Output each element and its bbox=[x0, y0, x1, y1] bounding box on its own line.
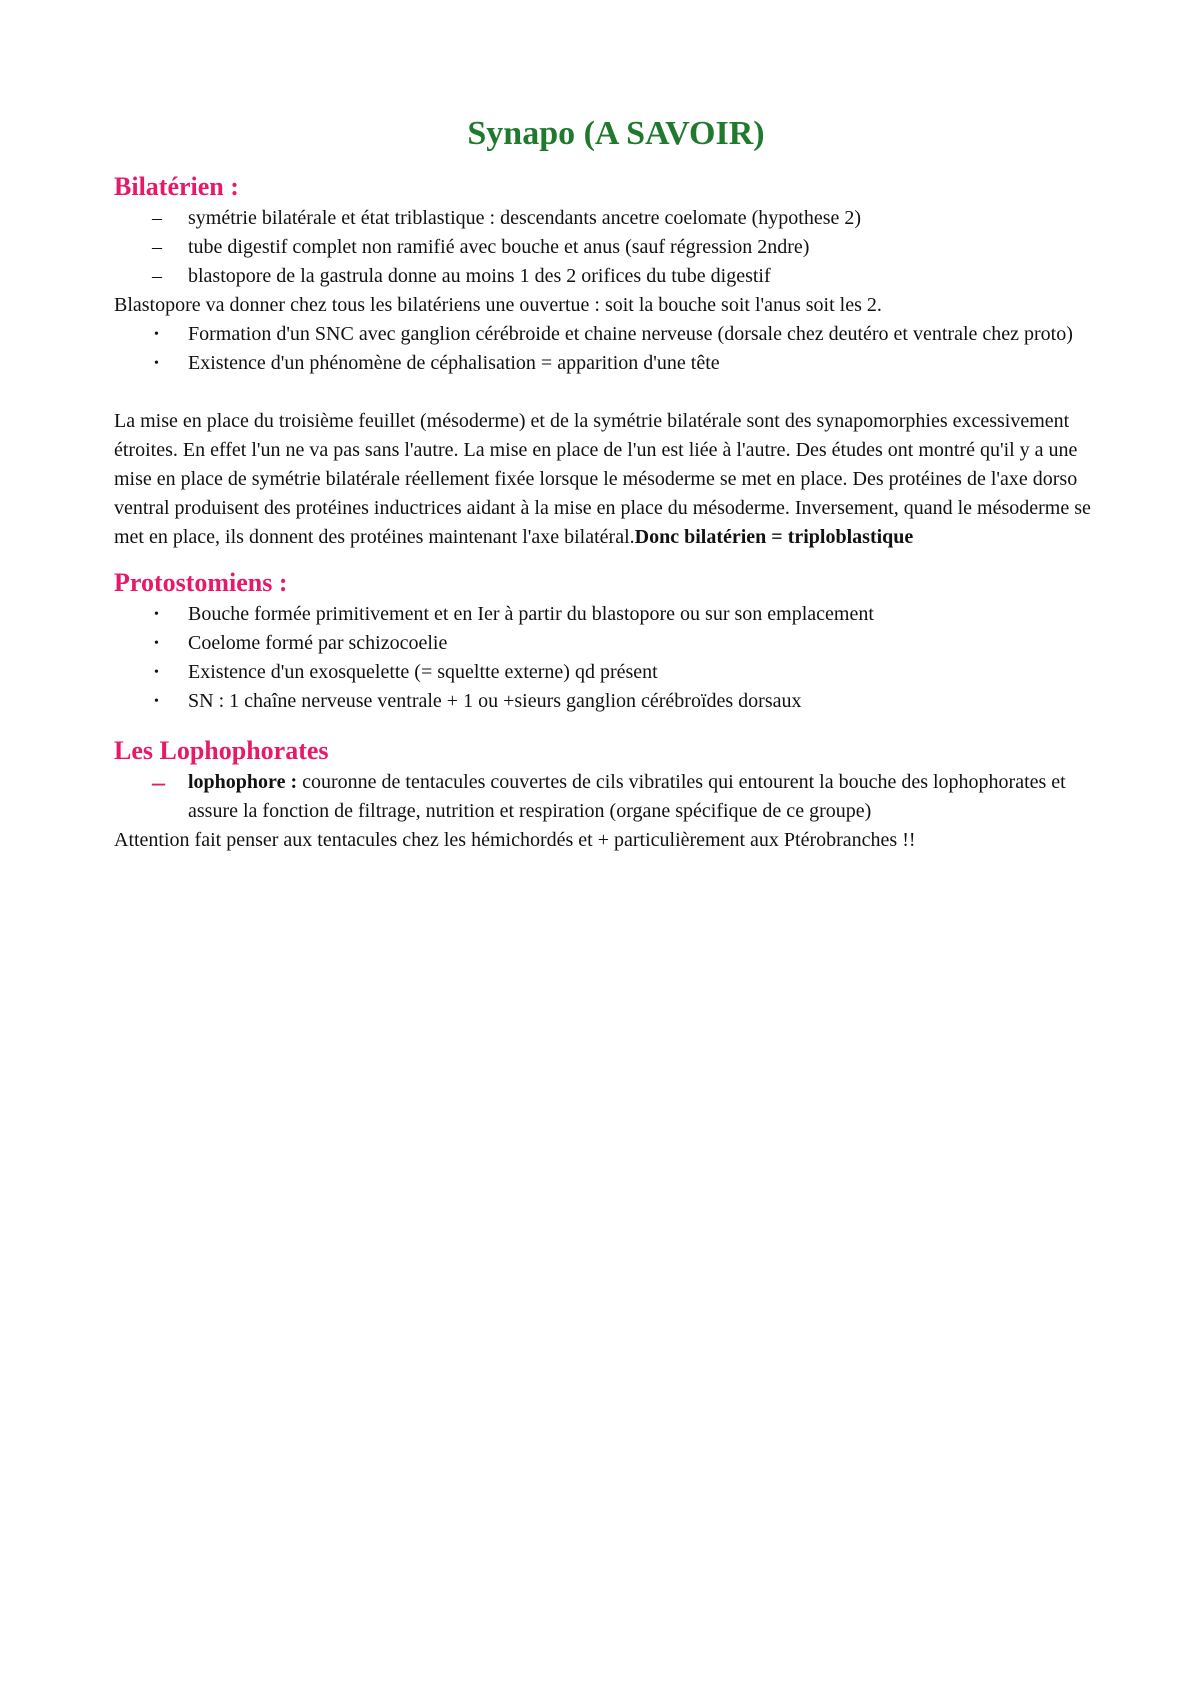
list-item bbox=[114, 600, 1094, 629]
list-item-text: Existence d'un phénomène de céphalisation = apparition d'une tête bbox=[188, 352, 720, 374]
paragraph-text: La mise en place du troisième feuillet (mésoderme) et de la symétrie bilatérale sont des synapomorphies excessivement étroites. En effet l'un ne va pas sans l'autre. La mise en place de l'un est liée à l'autre. Des études ont montré qu'il y a une mise en place de symétrie bilatérale réellement fixée lorsque le mésoderme se met en place. Des protéines de l'axe dorso ventral produisent des protéines inductrices aidant à la mise en place du mésoderme. Inversement, quand le mésoderme se met en place, ils donnent des protéines maintenant l'axe bilatéral. bbox=[114, 410, 1091, 548]
heading-lophophorates: Les Lophophorates bbox=[114, 736, 329, 765]
list-item-text: blastopore de la gastrula donne au moins 1 des 2 orifices du tube digestif bbox=[188, 265, 771, 287]
bullet-marker: • bbox=[154, 607, 159, 622]
list-item bbox=[114, 233, 1094, 262]
page-title: Synapo (A SAVOIR) bbox=[467, 115, 765, 152]
list-item-text: tube digestif complet non ramifié avec bouche et anus (sauf régression 2ndre) bbox=[188, 236, 810, 258]
spacer bbox=[114, 552, 1094, 566]
lophophore-term: lophophore : bbox=[188, 771, 298, 793]
list-item-text: Coelome formé par schizocoelie bbox=[188, 632, 448, 654]
attention-note: Attention fait penser aux tentacules chez les hémichordés et + particulièrement aux Ptérobranches !! bbox=[114, 829, 916, 851]
list-item-text: symétrie bilatérale et état triblastique : descendants ancetre coelomate (hypothese 2) bbox=[188, 207, 862, 229]
bullet-marker: • bbox=[154, 694, 159, 709]
list-item bbox=[114, 349, 1094, 378]
list-item bbox=[114, 320, 1094, 349]
list-item bbox=[114, 262, 1094, 291]
dash-marker: – bbox=[152, 207, 162, 229]
bilaterien-paragraph bbox=[114, 407, 1094, 552]
spacer bbox=[114, 378, 1094, 407]
bullet-marker: • bbox=[154, 327, 159, 342]
dash-marker: – bbox=[152, 768, 165, 797]
list-item bbox=[114, 658, 1094, 687]
list-item-text: Existence d'un exosquelette (= squeltte externe) qd présent bbox=[188, 661, 658, 683]
document-content bbox=[114, 112, 1094, 855]
bilaterien-dash-list bbox=[114, 204, 1094, 291]
list-item bbox=[114, 629, 1094, 658]
paragraph-conclusion: Donc bilatérien = triploblastique bbox=[634, 526, 914, 548]
list-item bbox=[114, 204, 1094, 233]
list-item bbox=[114, 768, 1094, 826]
blastopore-line: Blastopore va donner chez tous les bilatériens une ouvertue : soit la bouche soit l'anus soit les 2. bbox=[114, 294, 882, 316]
heading-bilaterien: Bilatérien : bbox=[114, 172, 239, 201]
list-item bbox=[114, 687, 1094, 716]
list-item-text: Bouche formée primitivement et en Ier à partir du blastopore ou sur son emplacement bbox=[188, 603, 874, 625]
bullet-marker: • bbox=[154, 356, 159, 371]
dash-marker: – bbox=[152, 236, 162, 258]
lophophore-definition: couronne de tentacules couvertes de cils vibratiles qui entourent la bouche des lophophorates et assure la fonction de filtrage, nutrition et respiration (organe spécifique de ce groupe) bbox=[188, 771, 1066, 822]
protostomiens-bullet-list bbox=[114, 600, 1094, 716]
bullet-marker: • bbox=[154, 636, 159, 651]
bilaterien-bullet-list bbox=[114, 320, 1094, 378]
list-item-text: SN : 1 chaîne nerveuse ventrale + 1 ou +sieurs ganglion cérébroïdes dorsaux bbox=[188, 690, 802, 712]
list-item-text: Formation d'un SNC avec ganglion cérébroide et chaine nerveuse (dorsale chez deutéro et ventrale chez proto) bbox=[188, 323, 1073, 345]
lophophorates-list bbox=[114, 768, 1094, 826]
bullet-marker: • bbox=[154, 665, 159, 680]
heading-protostomiens: Protostomiens : bbox=[114, 568, 288, 597]
spacer bbox=[114, 716, 1094, 734]
dash-marker: – bbox=[152, 265, 162, 287]
